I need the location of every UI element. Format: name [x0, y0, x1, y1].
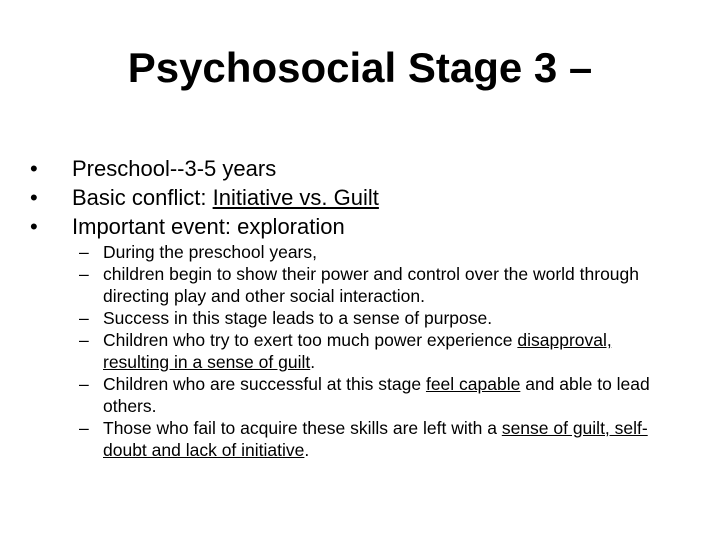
dash-icon: – — [79, 374, 89, 394]
dash-icon: – — [79, 418, 89, 438]
dash-icon: – — [79, 242, 89, 262]
bullet-item — [30, 154, 690, 183]
sub-bullet-list — [79, 241, 679, 461]
bullet-text: Basic conflict: — [72, 185, 213, 210]
bullet-item — [30, 212, 690, 241]
bullet-dot-icon: • — [30, 185, 38, 210]
bullet-dot-icon: • — [30, 214, 38, 239]
dash-icon: – — [79, 330, 89, 350]
sub-bullet-item — [79, 307, 679, 329]
dash-icon: – — [79, 264, 89, 284]
bullet-text: Important event: exploration — [72, 214, 345, 239]
sub-bullet-item — [79, 373, 679, 417]
sub-bullet-item — [79, 329, 679, 373]
sub-bullet-underlined-text: feel capable — [425, 374, 521, 394]
bullet-dot-icon: • — [30, 156, 38, 181]
sub-bullet-text: Those who fail to acquire these skills are left with a — [103, 418, 502, 438]
sub-bullet-text-suffix: . — [304, 440, 310, 460]
sub-bullet-text: Success in this stage leads to a sense of purpose. — [103, 308, 493, 328]
sub-bullet-item — [79, 417, 679, 461]
sub-bullet-text: children begin to show their power and control over the world through directing play and other social interaction. — [103, 264, 640, 306]
bullet-text: Preschool--3-5 years — [72, 156, 277, 181]
sub-bullet-item — [79, 241, 679, 263]
bullet-item — [30, 183, 690, 212]
bullet-underlined-text: Initiative vs. Guilt — [212, 185, 379, 210]
sub-bullet-text: During the preschool years, — [103, 242, 317, 262]
sub-bullet-underlined-text: sense of guilt, self-doubt and lack of initiative — [103, 418, 648, 460]
sub-bullet-text: Children who are successful at this stage — [103, 374, 426, 394]
sub-bullet-item — [79, 263, 679, 307]
sub-bullet-underlined-text: disapproval, resulting in a sense of guilt — [103, 330, 612, 372]
sub-bullet-text-suffix: and able to lead others. — [103, 374, 650, 416]
dash-icon: – — [79, 308, 89, 328]
slide-title: Psychosocial Stage 3 – — [127, 44, 593, 91]
bullet-list — [30, 154, 690, 241]
sub-bullet-text: Children who try to exert too much power experience — [103, 330, 518, 350]
sub-bullet-text-suffix: . — [310, 352, 316, 372]
